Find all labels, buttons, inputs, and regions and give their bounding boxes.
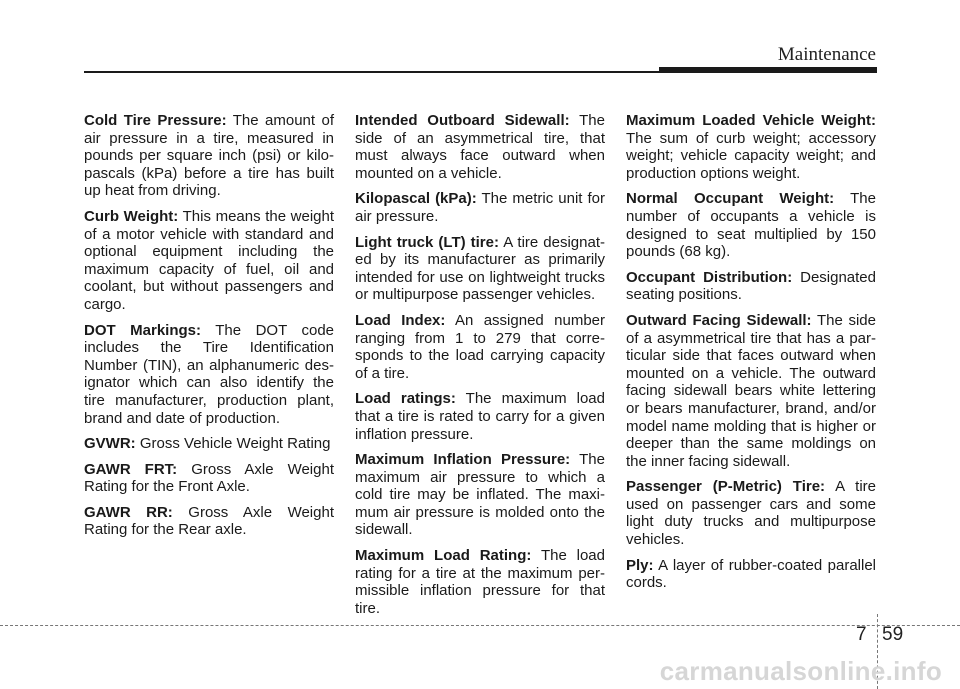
glossary-entry [626, 190, 876, 260]
glossary-term: Curb Weight: [84, 207, 179, 225]
glossary-term: GAWR RR: [84, 503, 173, 521]
glossary-term: Kilopascal (kPa): [355, 190, 477, 208]
glossary-entry [626, 312, 876, 470]
glossary-definition: The maximum air pressure to which a cold tire may be inflated. The maxi-mum air pressure is molded onto the sidewall. [355, 451, 605, 539]
glossary-definition: The sum of curb weight; accessory weight; vehicle capacity weight; and production options weight. [626, 129, 876, 182]
glossary-definition: Gross Axle Weight Rating for the Rear axle. [84, 503, 334, 539]
glossary-definition: Gross Vehicle Weight Rating [139, 435, 331, 453]
header-rule-thin [84, 71, 659, 73]
glossary-term: GAWR FRT: [84, 460, 178, 478]
glossary-definition: The amount of air pressure in a tire, measured in pounds per square inch (psi) or kilo-pascals (kPa) before a tire has built up heat from driving. [84, 112, 334, 200]
glossary-definition: A tire designat-ed by its manufacturer as primarily intended for use on lightweight trucks or multipurpose passenger vehicles. [355, 233, 605, 304]
glossary-term: Light truck (LT) tire: [355, 233, 499, 251]
glossary-entry [84, 504, 334, 539]
glossary-entry [626, 557, 876, 592]
column-2 [355, 112, 605, 625]
glossary-term: GVWR: [84, 435, 136, 453]
glossary-entry [626, 112, 876, 182]
glossary-term: DOT Markings: [84, 321, 202, 339]
glossary-definition: The side of a asymmetrical tire that has a par-ticular side that faces outward when mounted on a vehicle. The outward facing sidewall bears white lettering or bears manufacturer, brand, and/or model name molding that is higher or deeper than the same moldings on the inner facing sidewall. [626, 311, 876, 470]
glossary-definition: The load rating for a tire at the maximum per-missible inflation pressure for that tire. [355, 547, 605, 617]
glossary-entry [355, 234, 605, 304]
glossary-entry [355, 547, 605, 617]
glossary-term: Maximum Inflation Pressure: [355, 451, 571, 469]
watermark: carmanualsonline.info [659, 656, 942, 686]
glossary-definition: An assigned number ranging from 1 to 279 that corre-sponds to the load carrying capacity of a tire. [355, 311, 605, 382]
page-number: 59 [882, 624, 904, 645]
glossary-term: Load Index: [355, 311, 446, 329]
glossary-term: Maximum Load Rating: [355, 547, 532, 565]
glossary-definition: This means the weight of a motor vehicle with standard and optional equipment including the maximum capacity of fuel, oil and coolant, but without passengers and cargo. [84, 207, 334, 313]
glossary-entry [355, 312, 605, 382]
glossary-definition: A layer of rubber-coated parallel cords. [626, 556, 877, 592]
glossary-entry [84, 461, 334, 496]
footer-divider [0, 625, 960, 626]
glossary-entry [626, 269, 876, 304]
glossary-definition: The side of an asymmetrical tire, that must always face outward when mounted on a vehicle. [355, 112, 605, 182]
section-title: Maintenance [777, 44, 876, 65]
glossary-term: Outward Facing Sidewall: [626, 311, 812, 329]
glossary-entry [626, 478, 876, 548]
glossary-entry [84, 435, 334, 453]
glossary-definition: Designated seating positions. [626, 268, 876, 304]
glossary-term: Load ratings: [355, 390, 456, 408]
glossary-definition: The maximum load that a tire is rated to carry for a given inflation pressure. [355, 390, 605, 443]
glossary-term: Normal Occupant Weight: [626, 190, 835, 208]
glossary-term: Cold Tire Pressure: [84, 112, 227, 129]
glossary-definition: A tire used on passenger cars and some light duty trucks and multipurpose vehicles. [626, 478, 877, 549]
glossary-term: Passenger (P-Metric) Tire: [626, 478, 826, 496]
glossary-term: Occupant Distribution: [626, 268, 793, 286]
glossary-entry [355, 390, 605, 443]
glossary-term: Ply: [626, 556, 654, 574]
glossary-entry [84, 112, 334, 200]
header-rule-thick [659, 67, 877, 73]
chapter-number: 7 [856, 624, 867, 645]
glossary-definition: The number of occupants a vehicle is designed to seat multiplied by 150 pounds (68 kg). [626, 190, 876, 261]
glossary-entry [355, 451, 605, 539]
glossary-definition: Gross Axle Weight Rating for the Front Axle. [84, 460, 334, 496]
glossary-definition: The DOT code includes the Tire Identification Number (TIN), an alphanumeric des-ignator which can also identify the tire manufacturer, production plant, brand and date of production. [84, 321, 334, 427]
glossary-term: Maximum Loaded Vehicle Weight: [626, 112, 876, 129]
glossary-entry [355, 190, 605, 225]
glossary-entry [355, 112, 605, 182]
column-3 [626, 112, 876, 600]
glossary-definition: The metric unit for air pressure. [355, 190, 605, 225]
glossary-entry [84, 208, 334, 314]
column-1 [84, 112, 334, 547]
glossary-term: Intended Outboard Sidewall: [355, 112, 570, 129]
glossary-entry [84, 322, 334, 428]
